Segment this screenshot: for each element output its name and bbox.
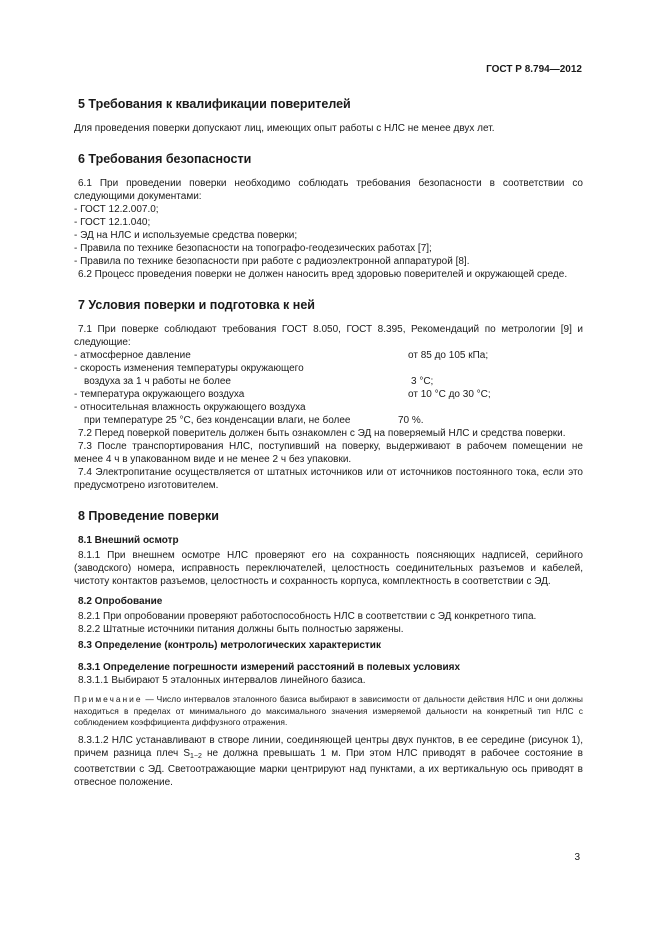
- condition-label: - атмосферное давление: [74, 350, 191, 361]
- subsection-8-3-1-title: 8.3.1 Определение погрешности измерений расстояний в полевых условиях: [78, 662, 461, 673]
- section-8-2-1-paragraph: 8.2.1 При опробовании проверяют работоспособность НЛС в соответствии с ЭД конкретного типа.: [78, 611, 537, 622]
- condition-label: - скорость изменения температуры окружающего: [74, 363, 304, 374]
- section-5-title: 5 Требования к квалификации поверителей: [78, 97, 351, 111]
- condition-value: от 85 до 105 кПа;: [408, 350, 489, 361]
- section-6-2-paragraph: 6.2 Процесс проведения поверки не должен наносить вред здоровью поверителей и окружающей среде.: [78, 269, 568, 280]
- subsection-8-2-title: 8.2 Опробование: [78, 596, 163, 607]
- condition-row: [74, 388, 583, 401]
- conditions-list: [74, 349, 583, 427]
- paragraph-part: не должна превышать 1 м. При этом НЛС приводят в рабочее состояние в соответствии с ЭД. Светоотражающие марки центрируют над пунктами, а их вертикальную ось приводят в отвесное положение.: [74, 747, 583, 788]
- condition-value: от 10 °С до 30 °С;: [408, 389, 491, 400]
- condition-label: при температуре 25 °С, без конденсации влаги, не более: [84, 415, 351, 426]
- safety-documents-list: [74, 203, 583, 268]
- subsection-8-1-title: 8.1 Внешний осмотр: [78, 535, 179, 546]
- note-text: — Число интервалов эталонного базиса выбирают в зависимости от дальности действия НЛС и они должны находиться в пределах от минимального до максимального значения измеряемой дальности на конкретный тип НЛС с соблюдением коэффициента диффузного отражения.: [74, 694, 583, 727]
- condition-label: - относительная влажность окружающего воздуха: [74, 402, 306, 413]
- section-6-1-paragraph: 6.1 При проведении поверки необходимо соблюдать требования безопасности в соответствии со следующими документами:: [74, 178, 583, 202]
- condition-value: 70 %.: [398, 415, 424, 426]
- condition-label: - температура окружающего воздуха: [74, 389, 245, 400]
- section-8-title: 8 Проведение поверки: [78, 509, 219, 523]
- list-item: - ЭД на НЛС и используемые средства поверки;: [74, 229, 583, 242]
- section-7-4-paragraph: 7.4 Электропитание осуществляется от штатных источников или от источников постоянного тока, если это предусмотрено изготовителем.: [74, 467, 583, 491]
- condition-row: [74, 362, 583, 375]
- note-label: Примечание: [74, 694, 143, 704]
- section-6-title: 6 Требования безопасности: [78, 152, 252, 166]
- section-7-3-paragraph: 7.3 После транспортирования НЛС, поступивший на поверку, выдерживают в рабочем помещении не менее 4 ч в упакованном виде и не менее 2 ч без упаковки.: [74, 441, 583, 465]
- condition-row: [74, 349, 583, 362]
- section-8-3-1-1-paragraph: 8.3.1.1 Выбирают 5 эталонных интервалов линейного базиса.: [78, 675, 366, 686]
- subscript: 1−2: [190, 752, 202, 760]
- section-7-2-paragraph: 7.2 Перед поверкой поверитель должен быть ознакомлен с ЭД на поверяемый НЛС и средства поверки.: [78, 428, 566, 439]
- note: [74, 694, 583, 729]
- section-5-paragraph: Для проведения поверки допускают лиц, имеющих опыт работы с НЛС не менее двух лет.: [74, 123, 495, 134]
- subsection-8-3-title: 8.3 Определение (контроль) метрологических характеристик: [78, 640, 381, 651]
- condition-row: [74, 414, 583, 427]
- condition-label: воздуха за 1 ч работы не более: [84, 376, 231, 387]
- list-item: - Правила по технике безопасности на топографо-геодезических работах [7];: [74, 242, 583, 255]
- page-number: 3: [574, 852, 580, 863]
- section-7-title: 7 Условия поверки и подготовка к ней: [78, 298, 315, 312]
- list-item: - ГОСТ 12.2.007.0;: [74, 203, 583, 216]
- list-item: - Правила по технике безопасности при работе с радиоэлектронной аппаратурой [8].: [74, 255, 583, 268]
- page-content: [74, 88, 583, 789]
- section-8-3-1-2-paragraph: [74, 734, 583, 789]
- standard-code: ГОСТ Р 8.794—2012: [486, 64, 582, 75]
- condition-row: [74, 375, 583, 388]
- list-item: - ГОСТ 12.1.040;: [74, 216, 583, 229]
- section-8-1-1-paragraph: 8.1.1 При внешнем осмотре НЛС проверяют его на сохранность поясняющих надписей, серийного (заводского) номера, исправность переключателей, целостность соединительных разъемов и кабелей, чистоту контактов разъемов, целостность и сохранность корпуса, комплектность в соответствии с ЭД.: [74, 550, 583, 587]
- section-7-1-paragraph: 7.1 При поверке соблюдают требования ГОСТ 8.050, ГОСТ 8.395, Рекомендаций по метрологии [9] и следующие:: [74, 324, 583, 348]
- condition-value: 3 °С;: [411, 376, 434, 387]
- section-8-2-2-paragraph: 8.2.2 Штатные источники питания должны быть полностью заряжены.: [78, 624, 404, 635]
- paragraph-part: 8.3.1.2 НЛС устанавливают в створе линии, соединяющей центры двух пунктов, в ее середине (рисунок 1), причем разница плеч S: [74, 734, 583, 759]
- condition-row: [74, 401, 583, 414]
